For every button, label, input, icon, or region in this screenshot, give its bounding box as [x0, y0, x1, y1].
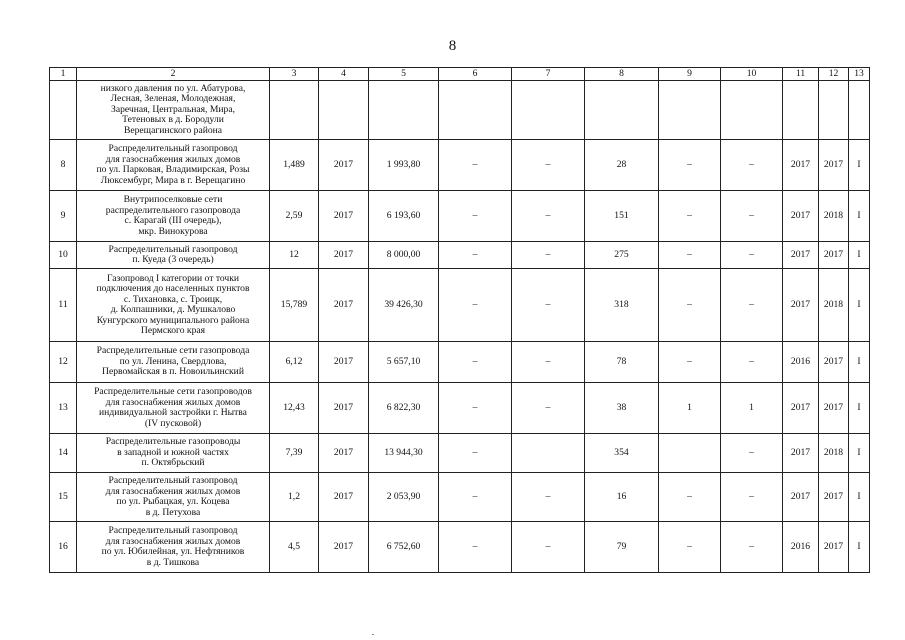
- value-cell: [369, 81, 439, 140]
- value-cell: –: [439, 473, 512, 522]
- value-cell: 78: [585, 342, 659, 383]
- value-cell: –: [512, 383, 585, 434]
- value-cell: 2017: [319, 383, 369, 434]
- value-cell: –: [439, 522, 512, 573]
- object-name-cell: Распределительные сети газопроводов для газоснабжения жилых домов индивидуальной застройки г. Нытва (IV пусковой): [77, 383, 270, 434]
- value-cell: –: [439, 191, 512, 242]
- value-cell: –: [721, 434, 783, 473]
- object-name-cell: Распределительные сети газопровода по ул. Ленина, Свердлова, Первомайская в п. Новоильинский: [77, 342, 270, 383]
- table-row: [50, 242, 870, 269]
- scan-speck: [372, 634, 374, 635]
- column-number-cell: 12: [819, 68, 849, 81]
- value-cell: 2017: [783, 269, 819, 342]
- row-number-cell: 16: [50, 522, 77, 573]
- table-row: [50, 383, 870, 434]
- value-cell: 2017: [319, 269, 369, 342]
- value-cell: [659, 81, 721, 140]
- value-cell: –: [659, 522, 721, 573]
- value-cell: [512, 81, 585, 140]
- value-cell: 5 657,10: [369, 342, 439, 383]
- value-cell: –: [439, 269, 512, 342]
- value-cell: 354: [585, 434, 659, 473]
- value-cell: 2017: [783, 383, 819, 434]
- value-cell: –: [512, 473, 585, 522]
- row-number-cell: 9: [50, 191, 77, 242]
- value-cell: [783, 81, 819, 140]
- value-cell: 2017: [319, 191, 369, 242]
- value-cell: –: [721, 473, 783, 522]
- value-cell: 1: [659, 383, 721, 434]
- value-cell: I: [849, 269, 870, 342]
- value-cell: –: [659, 269, 721, 342]
- value-cell: I: [849, 140, 870, 191]
- column-number-cell: 3: [270, 68, 319, 81]
- value-cell: –: [659, 342, 721, 383]
- value-cell: –: [512, 342, 585, 383]
- value-cell: –: [721, 191, 783, 242]
- table-row: [50, 342, 870, 383]
- value-cell: 1,489: [270, 140, 319, 191]
- value-cell: 7,39: [270, 434, 319, 473]
- value-cell: 28: [585, 140, 659, 191]
- value-cell: –: [512, 522, 585, 573]
- value-cell: 2017: [819, 242, 849, 269]
- object-name-cell: Распределительный газопровод для газоснабжения жилых домов по ул. Рыбацкая, ул. Коцева в д. Петухова: [77, 473, 270, 522]
- value-cell: –: [512, 242, 585, 269]
- value-cell: 12: [270, 242, 319, 269]
- object-name-cell: Распределительные газопроводы в западной и южной частях п. Октябрьский: [77, 434, 270, 473]
- value-cell: 8 000,00: [369, 242, 439, 269]
- row-number-cell: 8: [50, 140, 77, 191]
- value-cell: 2017: [319, 140, 369, 191]
- value-cell: 2017: [783, 473, 819, 522]
- value-cell: [721, 81, 783, 140]
- value-cell: [512, 434, 585, 473]
- value-cell: –: [659, 191, 721, 242]
- object-name-cell: низкого давления по ул. Абатурова, Лесная, Зеленая, Молодежная, Заречная, Центральная, Мира, Тетеновых в д. Бородули Верещагинского района: [77, 81, 270, 140]
- table-row: [50, 434, 870, 473]
- value-cell: –: [721, 342, 783, 383]
- value-cell: –: [439, 342, 512, 383]
- column-number-cell: 10: [721, 68, 783, 81]
- table-row: [50, 140, 870, 191]
- value-cell: [819, 81, 849, 140]
- value-cell: 275: [585, 242, 659, 269]
- row-number-cell: 13: [50, 383, 77, 434]
- value-cell: 2017: [783, 191, 819, 242]
- value-cell: –: [512, 140, 585, 191]
- value-cell: 13 944,30: [369, 434, 439, 473]
- value-cell: –: [659, 140, 721, 191]
- row-number-cell: 15: [50, 473, 77, 522]
- row-number-cell: 10: [50, 242, 77, 269]
- value-cell: 16: [585, 473, 659, 522]
- value-cell: 2018: [819, 269, 849, 342]
- value-cell: [659, 434, 721, 473]
- value-cell: 38: [585, 383, 659, 434]
- value-cell: 2016: [783, 342, 819, 383]
- table-row: [50, 269, 870, 342]
- value-cell: 1: [721, 383, 783, 434]
- value-cell: –: [439, 140, 512, 191]
- value-cell: 4,5: [270, 522, 319, 573]
- column-number-cell: 6: [439, 68, 512, 81]
- value-cell: 2017: [319, 342, 369, 383]
- table-row: [50, 191, 870, 242]
- value-cell: I: [849, 522, 870, 573]
- row-number-cell: 12: [50, 342, 77, 383]
- value-cell: –: [512, 191, 585, 242]
- value-cell: I: [849, 383, 870, 434]
- value-cell: 2017: [819, 383, 849, 434]
- value-cell: 2,59: [270, 191, 319, 242]
- header-row: [50, 68, 870, 81]
- object-name-cell: Газопровод I категории от точки подключения до населенных пунктов с. Тихановка, с. Троицк, д. Колпашники, д. Мушкалово Кунгурского муниципального района Пермского края: [77, 269, 270, 342]
- value-cell: –: [439, 242, 512, 269]
- value-cell: –: [659, 242, 721, 269]
- value-cell: [270, 81, 319, 140]
- column-number-cell: 1: [50, 68, 77, 81]
- value-cell: 2017: [319, 473, 369, 522]
- value-cell: I: [849, 342, 870, 383]
- value-cell: –: [721, 140, 783, 191]
- column-number-cell: 4: [319, 68, 369, 81]
- table-row: [50, 473, 870, 522]
- value-cell: –: [512, 269, 585, 342]
- object-name-cell: Распределительный газопровод для газоснабжения жилых домов по ул. Парковая, Владимирская, Розы Люксембург, Мира в г. Верещагино: [77, 140, 270, 191]
- value-cell: 6 193,60: [369, 191, 439, 242]
- column-number-cell: 13: [849, 68, 870, 81]
- column-number-cell: 7: [512, 68, 585, 81]
- value-cell: 6,12: [270, 342, 319, 383]
- value-cell: 79: [585, 522, 659, 573]
- value-cell: 2017: [319, 522, 369, 573]
- table-row: [50, 522, 870, 573]
- value-cell: 2016: [783, 522, 819, 573]
- value-cell: 2017: [819, 140, 849, 191]
- value-cell: –: [439, 383, 512, 434]
- value-cell: 2017: [783, 140, 819, 191]
- table-row: [50, 81, 870, 140]
- value-cell: –: [659, 473, 721, 522]
- value-cell: 6 822,30: [369, 383, 439, 434]
- column-number-cell: 9: [659, 68, 721, 81]
- row-number-cell: [50, 81, 77, 140]
- row-number-cell: 11: [50, 269, 77, 342]
- value-cell: 1 993,80: [369, 140, 439, 191]
- value-cell: 2017: [819, 522, 849, 573]
- value-cell: I: [849, 242, 870, 269]
- row-number-cell: 14: [50, 434, 77, 473]
- value-cell: 2018: [819, 434, 849, 473]
- value-cell: 15,789: [270, 269, 319, 342]
- value-cell: 2017: [783, 242, 819, 269]
- value-cell: 2 053,90: [369, 473, 439, 522]
- page-number: 8: [448, 38, 457, 54]
- value-cell: 2017: [819, 342, 849, 383]
- value-cell: –: [721, 269, 783, 342]
- gas-pipeline-table: [49, 67, 870, 573]
- value-cell: 1,2: [270, 473, 319, 522]
- value-cell: [849, 81, 870, 140]
- value-cell: [439, 81, 512, 140]
- object-name-cell: Распределительный газопровод для газоснабжения жилых домов по ул. Юбилейная, ул. Нефтяников в д. Тишкова: [77, 522, 270, 573]
- value-cell: 39 426,30: [369, 269, 439, 342]
- value-cell: 2017: [319, 242, 369, 269]
- value-cell: –: [721, 522, 783, 573]
- value-cell: 12,43: [270, 383, 319, 434]
- value-cell: I: [849, 191, 870, 242]
- value-cell: 151: [585, 191, 659, 242]
- value-cell: 2017: [783, 434, 819, 473]
- object-name-cell: Внутрипоселковые сети распределительного газопровода с. Карагай (III очередь), мкр. Винокурова: [77, 191, 270, 242]
- value-cell: 2017: [319, 434, 369, 473]
- value-cell: –: [439, 434, 512, 473]
- object-name-cell: Распределительный газопровод п. Куеда (3 очередь): [77, 242, 270, 269]
- value-cell: I: [849, 473, 870, 522]
- column-number-cell: 5: [369, 68, 439, 81]
- column-number-cell: 11: [783, 68, 819, 81]
- value-cell: 2018: [819, 191, 849, 242]
- value-cell: [585, 81, 659, 140]
- value-cell: 2017: [819, 473, 849, 522]
- column-number-cell: 8: [585, 68, 659, 81]
- value-cell: I: [849, 434, 870, 473]
- value-cell: [319, 81, 369, 140]
- value-cell: –: [721, 242, 783, 269]
- value-cell: 6 752,60: [369, 522, 439, 573]
- column-number-cell: 2: [77, 68, 270, 81]
- value-cell: 318: [585, 269, 659, 342]
